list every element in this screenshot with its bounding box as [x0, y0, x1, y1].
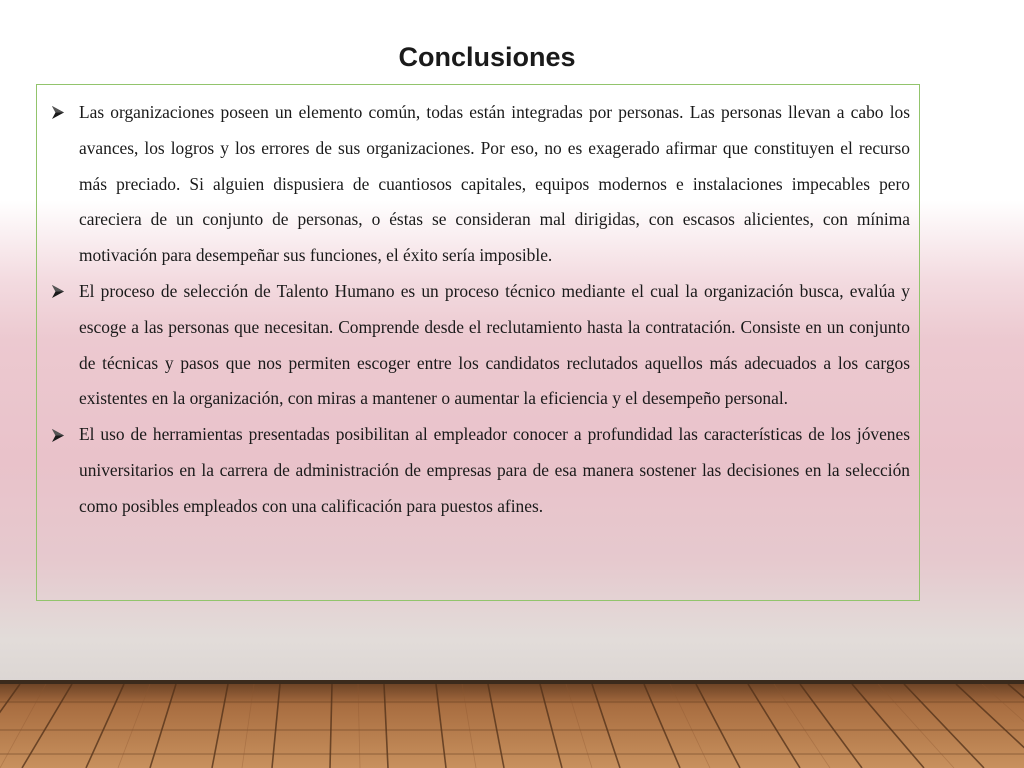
- conclusion-item: [49, 274, 910, 417]
- wood-floor-planks: [0, 684, 1024, 768]
- conclusions-list: [49, 95, 910, 525]
- arrow-bullet-icon: [49, 274, 67, 310]
- slide-title: Conclusiones: [398, 42, 576, 72]
- conclusion-item: [49, 95, 910, 274]
- conclusion-text: El uso de herramientas presentadas posibilitan al empleador conocer a profundidad las características de los jóvenes universitarios en la carrera de administración de empresas para de esa manera sostener las decisiones en la selección como posibles empleados con una calificación para puestos afines.: [79, 424, 910, 516]
- conclusions-text-box: [36, 84, 920, 601]
- arrow-bullet-icon: [49, 417, 67, 453]
- conclusion-text: El proceso de selección de Talento Humano es un proceso técnico mediante el cual la organización busca, evalúa y escoge a las personas que necesitan. Comprende desde el reclutamiento hasta la contratación. Consiste en un conjunto de técnicas y pasos que nos permiten escoger entre los candidatos reclutados aquellos más adecuados a los cargos existentes en la organización, con miras a mantener o aumentar la eficiencia y el desempeño personal.: [79, 280, 910, 409]
- conclusion-item: [49, 417, 910, 524]
- arrow-bullet-icon: [49, 95, 67, 131]
- conclusion-text: Las organizaciones poseen un elemento común, todas están integradas por personas. Las personas llevan a cabo los avances, los logros y los errores de sus organizaciones. Por eso, no es exagerado afirmar que constituyen el recurso más preciado. Si alguien dispusiera de cuantiosos capitales, equipos modernos e instalaciones impecables pero careciera de un conjunto de personas, o éstas se consideran mal dirigidas, con escasos alicientes, con mínima motivación para desempeñar sus funciones, el éxito sería imposible.: [79, 102, 910, 266]
- wood-floor: [0, 684, 1024, 768]
